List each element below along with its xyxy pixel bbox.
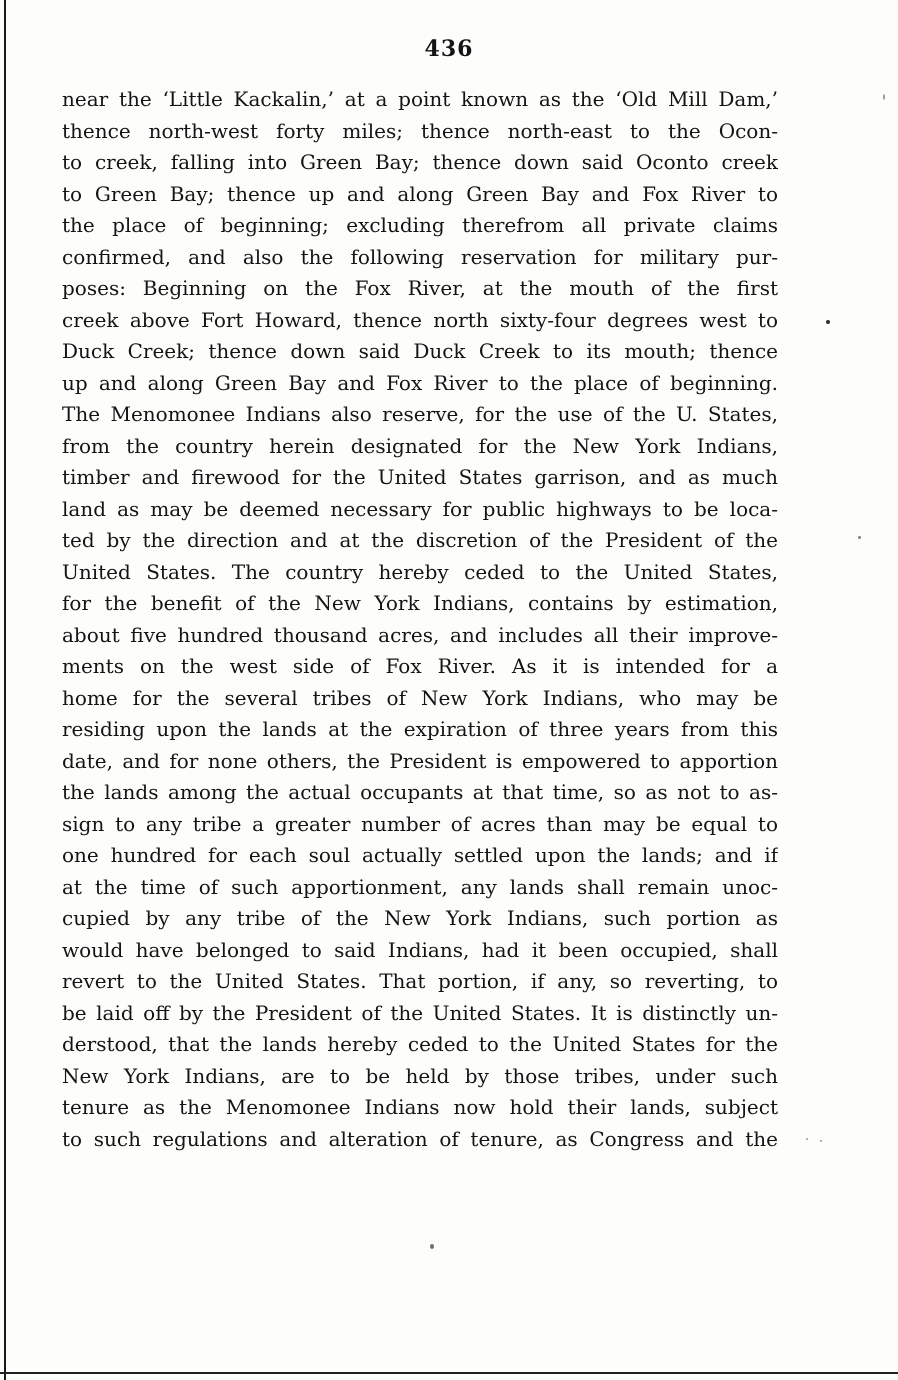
text-line: for the benefit of the New York Indians, contains by estimation, bbox=[62, 591, 778, 615]
text-line: be laid off by the President of the United States. It is distinctly un- bbox=[62, 1000, 778, 1025]
text-line: land as may be deemed necessary for public highways to be loca- bbox=[62, 496, 778, 521]
text-line: Duck Creek; thence down said Duck Creek to its mouth; thence bbox=[62, 339, 778, 363]
page-edge-shadow bbox=[4, 0, 6, 1380]
text-line: at the time of such apportionment, any lands shall remain unoc- bbox=[62, 874, 778, 899]
text-line: New York Indians, are to be held by those tribes, under such bbox=[62, 1063, 778, 1088]
page-bottom-edge bbox=[0, 1372, 898, 1374]
text-line: derstood, that the lands hereby ceded to the United States for the bbox=[62, 1032, 778, 1056]
text-line: about five hundred thousand acres, and includes all their improve- bbox=[62, 622, 778, 647]
treaty-body-text bbox=[62, 84, 778, 1155]
text-line: to Green Bay; thence up and along Green Bay and Fox River to bbox=[62, 181, 778, 206]
text-line: near the ‘Little Kackalin,’ at a point known as the ‘Old Mill Dam,’ bbox=[62, 87, 778, 111]
text-line: cupied by any tribe of the New York Indians, such portion as bbox=[62, 906, 778, 930]
scan-speck bbox=[858, 536, 861, 539]
text-line: thence north-west forty miles; thence north-east to the Ocon- bbox=[62, 118, 778, 143]
text-line: would have belonged to said Indians, had it been occupied, shall bbox=[62, 937, 778, 962]
text-line: The Menomonee Indians also reserve, for the use of the U. States, bbox=[62, 402, 778, 426]
scan-speck bbox=[430, 1244, 434, 1249]
text-line: home for the several tribes of New York Indians, who may be bbox=[62, 685, 778, 710]
text-line: sign to any tribe a greater number of acres than may be equal to bbox=[62, 811, 778, 836]
scan-speck bbox=[826, 320, 830, 324]
text-line: United States. The country hereby ceded to the United States, bbox=[62, 559, 778, 584]
text-line: ted by the direction and at the discretion of the President of the bbox=[62, 528, 778, 552]
text-line: tenure as the Menomonee Indians now hold their lands, subject bbox=[62, 1095, 778, 1119]
text-line: revert to the United States. That portion, if any, so reverting, to bbox=[62, 969, 778, 993]
text-line: from the country herein designated for the New York Indians, bbox=[62, 433, 778, 458]
text-line: confirmed, and also the following reservation for military pur- bbox=[62, 244, 778, 269]
scan-speck bbox=[820, 1140, 822, 1142]
page-number: 436 bbox=[424, 36, 474, 62]
scan-speck bbox=[883, 94, 885, 100]
scan-speck bbox=[806, 1138, 808, 1140]
text-line: residing upon the lands at the expiration of three years from this bbox=[62, 717, 778, 741]
text-line: the lands among the actual occupants at that time, so as not to as- bbox=[62, 780, 778, 804]
text-line: up and along Green Bay and Fox River to the place of beginning. bbox=[62, 370, 778, 395]
text-line: ments on the west side of Fox River. As it is intended for a bbox=[62, 654, 778, 678]
text-line: the place of beginning; excluding therefrom all private claims bbox=[62, 213, 778, 237]
text-line: creek above Fort Howard, thence north sixty-four degrees west to bbox=[62, 307, 778, 332]
text-line: poses: Beginning on the Fox River, at the mouth of the first bbox=[62, 276, 778, 300]
text-line: to such regulations and alteration of tenure, as Congress and the bbox=[62, 1126, 778, 1151]
text-line: to creek, falling into Green Bay; thence down said Oconto creek bbox=[62, 150, 778, 174]
text-line: date, and for none others, the President is empowered to apportion bbox=[62, 748, 778, 773]
text-line: one hundred for each soul actually settled upon the lands; and if bbox=[62, 843, 778, 867]
text-line: timber and firewood for the United States garrison, and as much bbox=[62, 465, 778, 489]
